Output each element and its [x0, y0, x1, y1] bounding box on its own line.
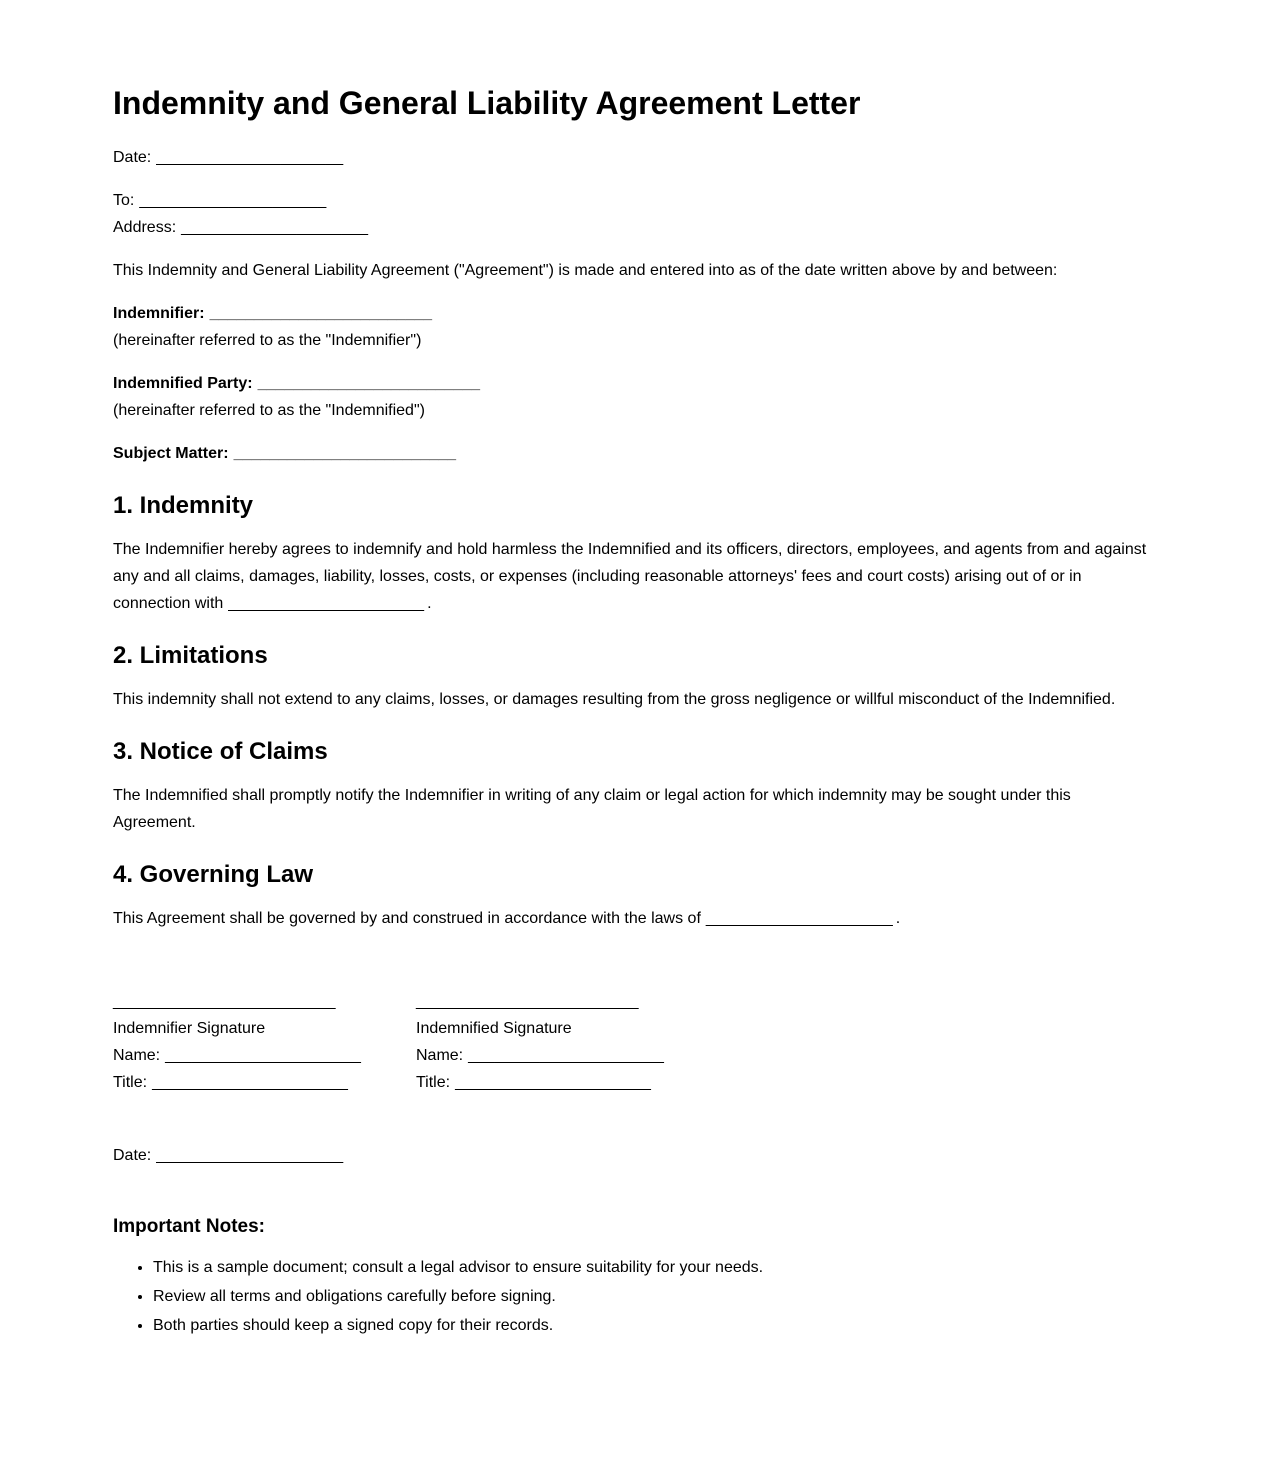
signature-block — [113, 988, 1149, 1096]
indemnified-signature-line: _________________________ — [416, 993, 639, 1010]
indemnified-block — [113, 370, 1149, 424]
bottom-date-label: Date: — [113, 1147, 152, 1164]
indemnified-name-blank: ______________________ — [468, 1047, 664, 1064]
recipient-block — [113, 187, 1149, 241]
indemnified-title-line — [416, 1069, 719, 1096]
indemnifier-signature-line: _________________________ — [113, 993, 336, 1010]
subject-matter-label: Subject Matter: — [113, 445, 229, 462]
indemnified-blank: _________________________ — [257, 375, 481, 392]
section-3-heading: 3. Notice of Claims — [113, 738, 328, 765]
section-1-text: The Indemnifier hereby agrees to indemnify and hold harmless the Indemnified and its officers, directors, employees, and agents from and against any and all claims, damages, liability, losses, costs, or expenses (including reasonable attorneys' fees and court costs) arising out of or in connection with — [113, 541, 1147, 612]
indemnifier-title-label: Title: — [113, 1074, 148, 1091]
section-1-body — [113, 536, 1149, 617]
spacer — [113, 948, 1149, 988]
bottom-date-line — [113, 1142, 1149, 1169]
indemnifier-label: Indemnifier: — [113, 305, 205, 322]
note-item: • Review all terms and obligations carefully before signing. — [153, 1283, 1149, 1310]
indemnified-label: Indemnified Party: — [113, 375, 253, 392]
bottom-date-blank: _____________________ — [156, 1147, 344, 1164]
indemnifier-blank: _________________________ — [209, 305, 433, 322]
indemnified-name-line — [416, 1042, 719, 1069]
section-1-period: . — [427, 595, 432, 612]
indemnified-signature-column — [416, 988, 719, 1096]
note-item: • This is a sample document; consult a legal advisor to ensure suitability for your needs. — [153, 1254, 1149, 1281]
indemnifier-block — [113, 300, 1149, 354]
indemnifier-title-line — [113, 1069, 416, 1096]
to-blank: _____________________ — [139, 192, 327, 209]
subject-matter-line — [113, 440, 1149, 467]
important-notes-list — [113, 1254, 1149, 1339]
section-4-period: . — [895, 910, 901, 927]
section-1-blank: ______________________ — [228, 595, 425, 612]
date-line — [113, 144, 1149, 171]
subject-matter-label-wrap — [113, 445, 459, 462]
spacer — [113, 1096, 1149, 1126]
section-4-text: This Agreement shall be governed by and construed in accordance with the laws of — [113, 910, 701, 927]
indemnified-title-label: Title: — [416, 1074, 451, 1091]
indemnifier-signature-label: Indemnifier Signature — [113, 1020, 266, 1037]
date-blank: _____________________ — [156, 149, 344, 166]
indemnified-note: (hereinafter referred to as the "Indemnified") — [113, 402, 425, 419]
to-label: To: — [113, 192, 135, 209]
address-blank: _____________________ — [181, 219, 369, 236]
important-notes-heading: Important Notes: — [113, 1216, 265, 1237]
indemnified-name-label: Name: — [416, 1047, 464, 1064]
document-title: Indemnity and General Liability Agreement Letter — [113, 85, 861, 121]
indemnified-title-blank: ______________________ — [455, 1074, 651, 1091]
indemnifier-line — [113, 305, 435, 322]
intro-paragraph: This Indemnity and General Liability Agreement ("Agreement") is made and entered into as of the date written above by and between: — [113, 262, 1058, 279]
section-3-body: The Indemnified shall promptly notify the Indemnifier in writing of any claim or legal action for which indemnity may be sought under this Agreement. — [113, 787, 1071, 831]
address-label: Address: — [113, 219, 177, 236]
section-2-heading: 2. Limitations — [113, 642, 268, 669]
section-4-body — [113, 905, 1149, 932]
indemnifier-signature-column — [113, 988, 416, 1096]
indemnified-signature-label: Indemnified Signature — [416, 1020, 572, 1037]
indemnifier-name-line — [113, 1042, 416, 1069]
indemnifier-name-label: Name: — [113, 1047, 161, 1064]
section-4-blank: _____________________ — [705, 910, 893, 927]
indemnifier-name-blank: ______________________ — [165, 1047, 361, 1064]
indemnifier-note: (hereinafter referred to as the "Indemnifier") — [113, 332, 422, 349]
date-label: Date: — [113, 149, 152, 166]
section-4-heading: 4. Governing Law — [113, 861, 314, 888]
indemnifier-title-blank: ______________________ — [152, 1074, 348, 1091]
subject-matter-blank: _________________________ — [233, 445, 457, 462]
indemnified-line — [113, 375, 483, 392]
section-1-heading: 1. Indemnity — [113, 492, 254, 519]
section-2-body: This indemnity shall not extend to any claims, losses, or damages resulting from the gross negligence or willful misconduct of the Indemnified. — [113, 691, 1116, 708]
note-item: • Both parties should keep a signed copy for their records. — [153, 1312, 1149, 1339]
